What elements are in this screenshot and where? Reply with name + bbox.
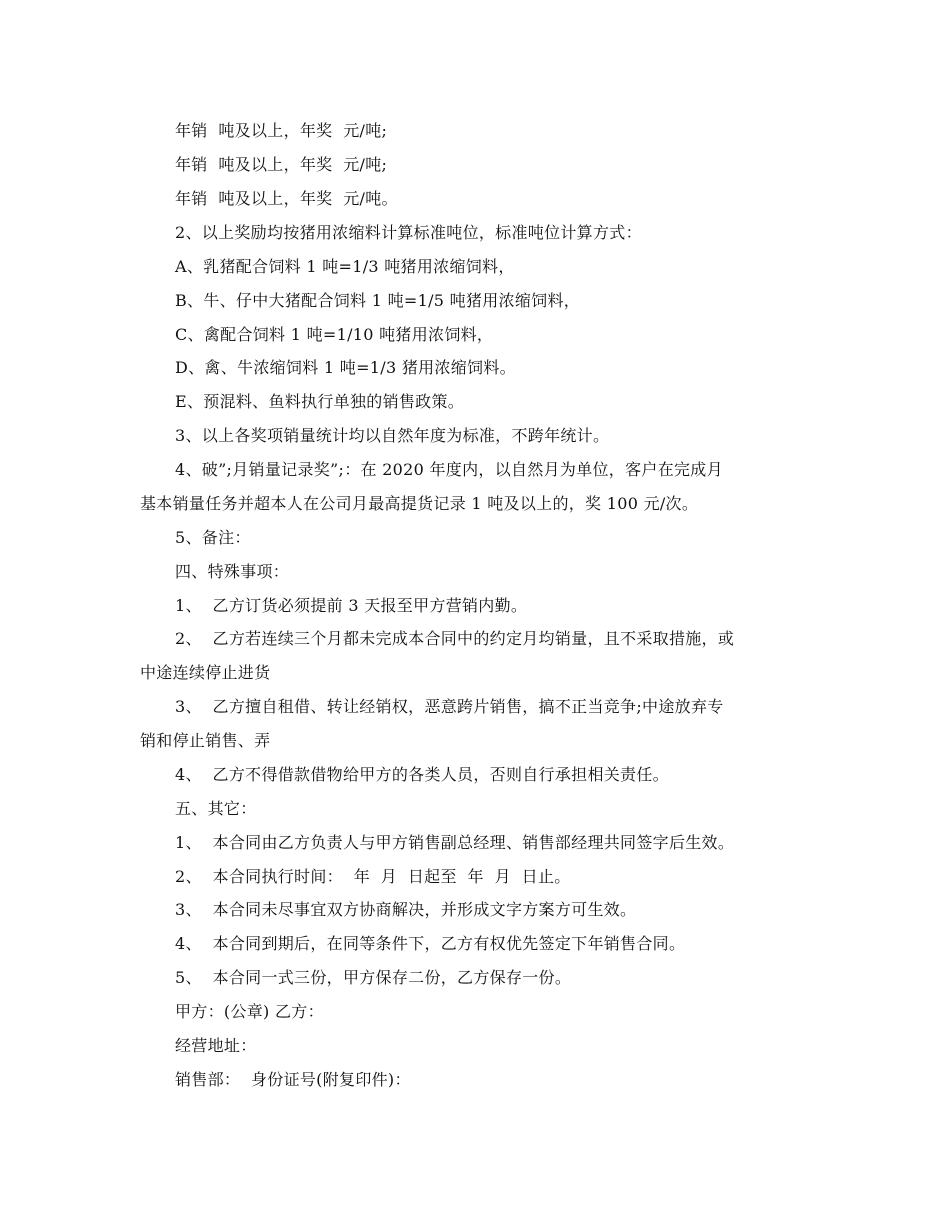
section-heading: 五、其它：: [175, 799, 257, 818]
paragraph-line: 3、以上各奖项销量统计均以自然年度为标准，不跨年统计。: [175, 426, 610, 445]
paragraph-line: 中途连续停止进货: [140, 663, 271, 682]
paragraph-line: 2、 本合同执行时间： 年 月 日起至 年 月 日止。: [175, 867, 571, 886]
paragraph-line: 4、 乙方不得借款借物给甲方的各类人员，否则自行承担相关责任。: [175, 765, 669, 784]
paragraph-line: E、预混料、鱼料执行单独的销售政策。: [175, 392, 465, 411]
paragraph-line: 1、 本合同由乙方负责人与甲方销售副总经理、销售部经理共同签字后生效。: [175, 833, 735, 852]
signature-line: 甲方：(公章) 乙方：: [175, 1002, 324, 1021]
paragraph-line: C、禽配合饲料 1 吨=1/10 吨猪用浓饲料，: [175, 325, 494, 344]
paragraph-line: 1、 乙方订货必须提前 3 天报至甲方营销内勤。: [175, 596, 528, 615]
paragraph-line: 销和停止销售、弄: [140, 731, 271, 750]
paragraph-line: 年销 吨及以上，年奖 元/吨。: [175, 189, 398, 208]
paragraph-line: 4、 本合同到期后，在同等条件下，乙方有权优先签定下年销售合同。: [175, 934, 686, 953]
paragraph-line: 3、 乙方擅自租借、转让经销权，恶意跨片销售，搞不正当竞争;中途放弃专: [175, 697, 724, 716]
paragraph-line: D、禽、牛浓缩饲料 1 吨=1/3 猪用浓缩饲料。: [175, 358, 516, 377]
paragraph-line: 4、破”;月销量记录奖”;：在 2020 年度内，以自然月为单位，客户在完成月: [175, 460, 723, 479]
paragraph-line: 年销 吨及以上，年奖 元/吨;: [175, 121, 388, 140]
paragraph-line: 年销 吨及以上，年奖 元/吨;: [175, 155, 388, 174]
paragraph-line: 3、 本合同未尽事宜双方协商解决，并形成文字方案方可生效。: [175, 900, 637, 919]
paragraph-line: 2、 乙方若连续三个月都未完成本合同中的约定月均销量，且不采取措施，或: [175, 629, 735, 648]
paragraph-line: B、牛、仔中大猪配合饲料 1 吨=1/5 吨猪用浓缩饲料，: [175, 291, 581, 310]
paragraph-line: 基本销量任务并超本人在公司月最高提货记录 1 吨及以上的，奖 100 元/次。: [140, 494, 699, 513]
signature-line: 销售部： 身份证号(附复印件)：: [175, 1070, 411, 1089]
paragraph-line: 5、 本合同一式三份，甲方保存二份，乙方保存一份。: [175, 968, 572, 987]
section-heading: 四、特殊事项：: [175, 562, 290, 581]
paragraph-line: 5、备注：: [175, 528, 251, 547]
paragraph-line: A、乳猪配合饲料 1 吨=1/3 吨猪用浓缩饲料，: [175, 257, 515, 276]
signature-line: 经营地址：: [175, 1036, 257, 1055]
paragraph-line: 2、以上奖励均按猪用浓缩料计算标准吨位，标准吨位计算方式：: [175, 223, 642, 242]
